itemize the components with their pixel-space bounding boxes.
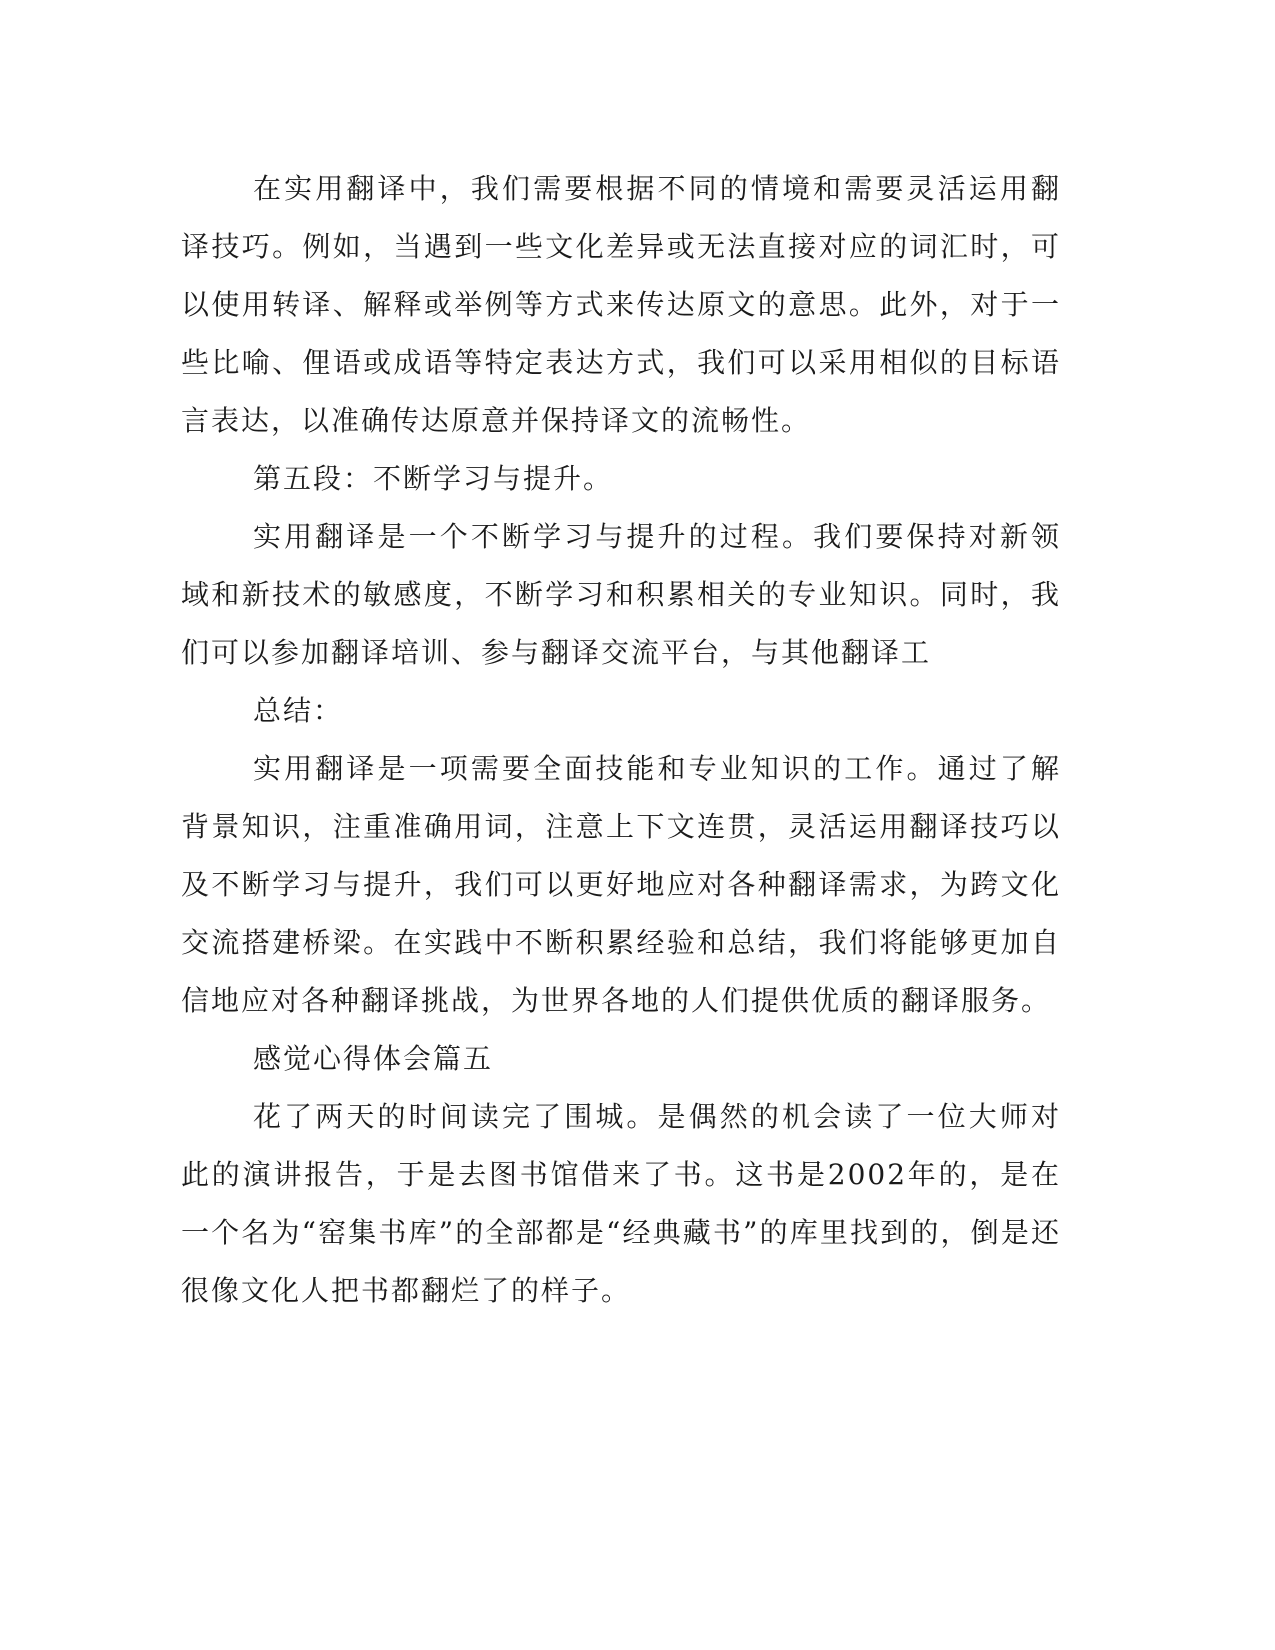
paragraph-summary: 实用翻译是一项需要全面技能和专业知识的工作。通过了解背景知识，注重准确用词，注意上下文连贯，灵活运用翻译技巧以及不断学习与提升，我们可以更好地应对各种翻译需求，为跨文化交流搭建桥梁。在实践中不断积累经验和总结，我们将能够更加自信地应对各种翻译挑战，为世界各地的人们提供优质的翻译服务。 — [181, 752, 1061, 1017]
paragraph-translation-techniques: 在实用翻译中，我们需要根据不同的情境和需要灵活运用翻译技巧。例如，当遇到一些文化差异或无法直接对应的词汇时，可以使用转译、解释或举例等方式来传达原文的意思。此外，对于一些比喻、俚语或成语等特定表达方式，我们可以采用相似的目标语言表达，以准确传达原意并保持译文的流畅性。 — [181, 172, 1061, 437]
article-title-part-five: 感觉心得体会篇五 — [253, 1042, 494, 1075]
section-heading-summary: 总结： — [253, 694, 344, 727]
paragraph-fortress-besieged: 花了两天的时间读完了围城。是偶然的机会读了一位大师对此的演讲报告，于是去图书馆借来了书。这书是2002年的，是在一个名为“窑集书库”的全部都是“经典藏书”的库里找到的，倒是还很像文化人把书都翻烂了的样子。 — [181, 1100, 1061, 1307]
paragraph-continuous-learning: 实用翻译是一个不断学习与提升的过程。我们要保持对新领域和新技术的敏感度，不断学习和积累相关的专业知识。同时，我们可以参加翻译培训、参与翻译交流平台，与其他翻译工 — [181, 520, 1061, 669]
document-body — [181, 160, 1061, 1320]
section-heading-continuous-learning: 第五段：不断学习与提升。 — [253, 462, 614, 495]
